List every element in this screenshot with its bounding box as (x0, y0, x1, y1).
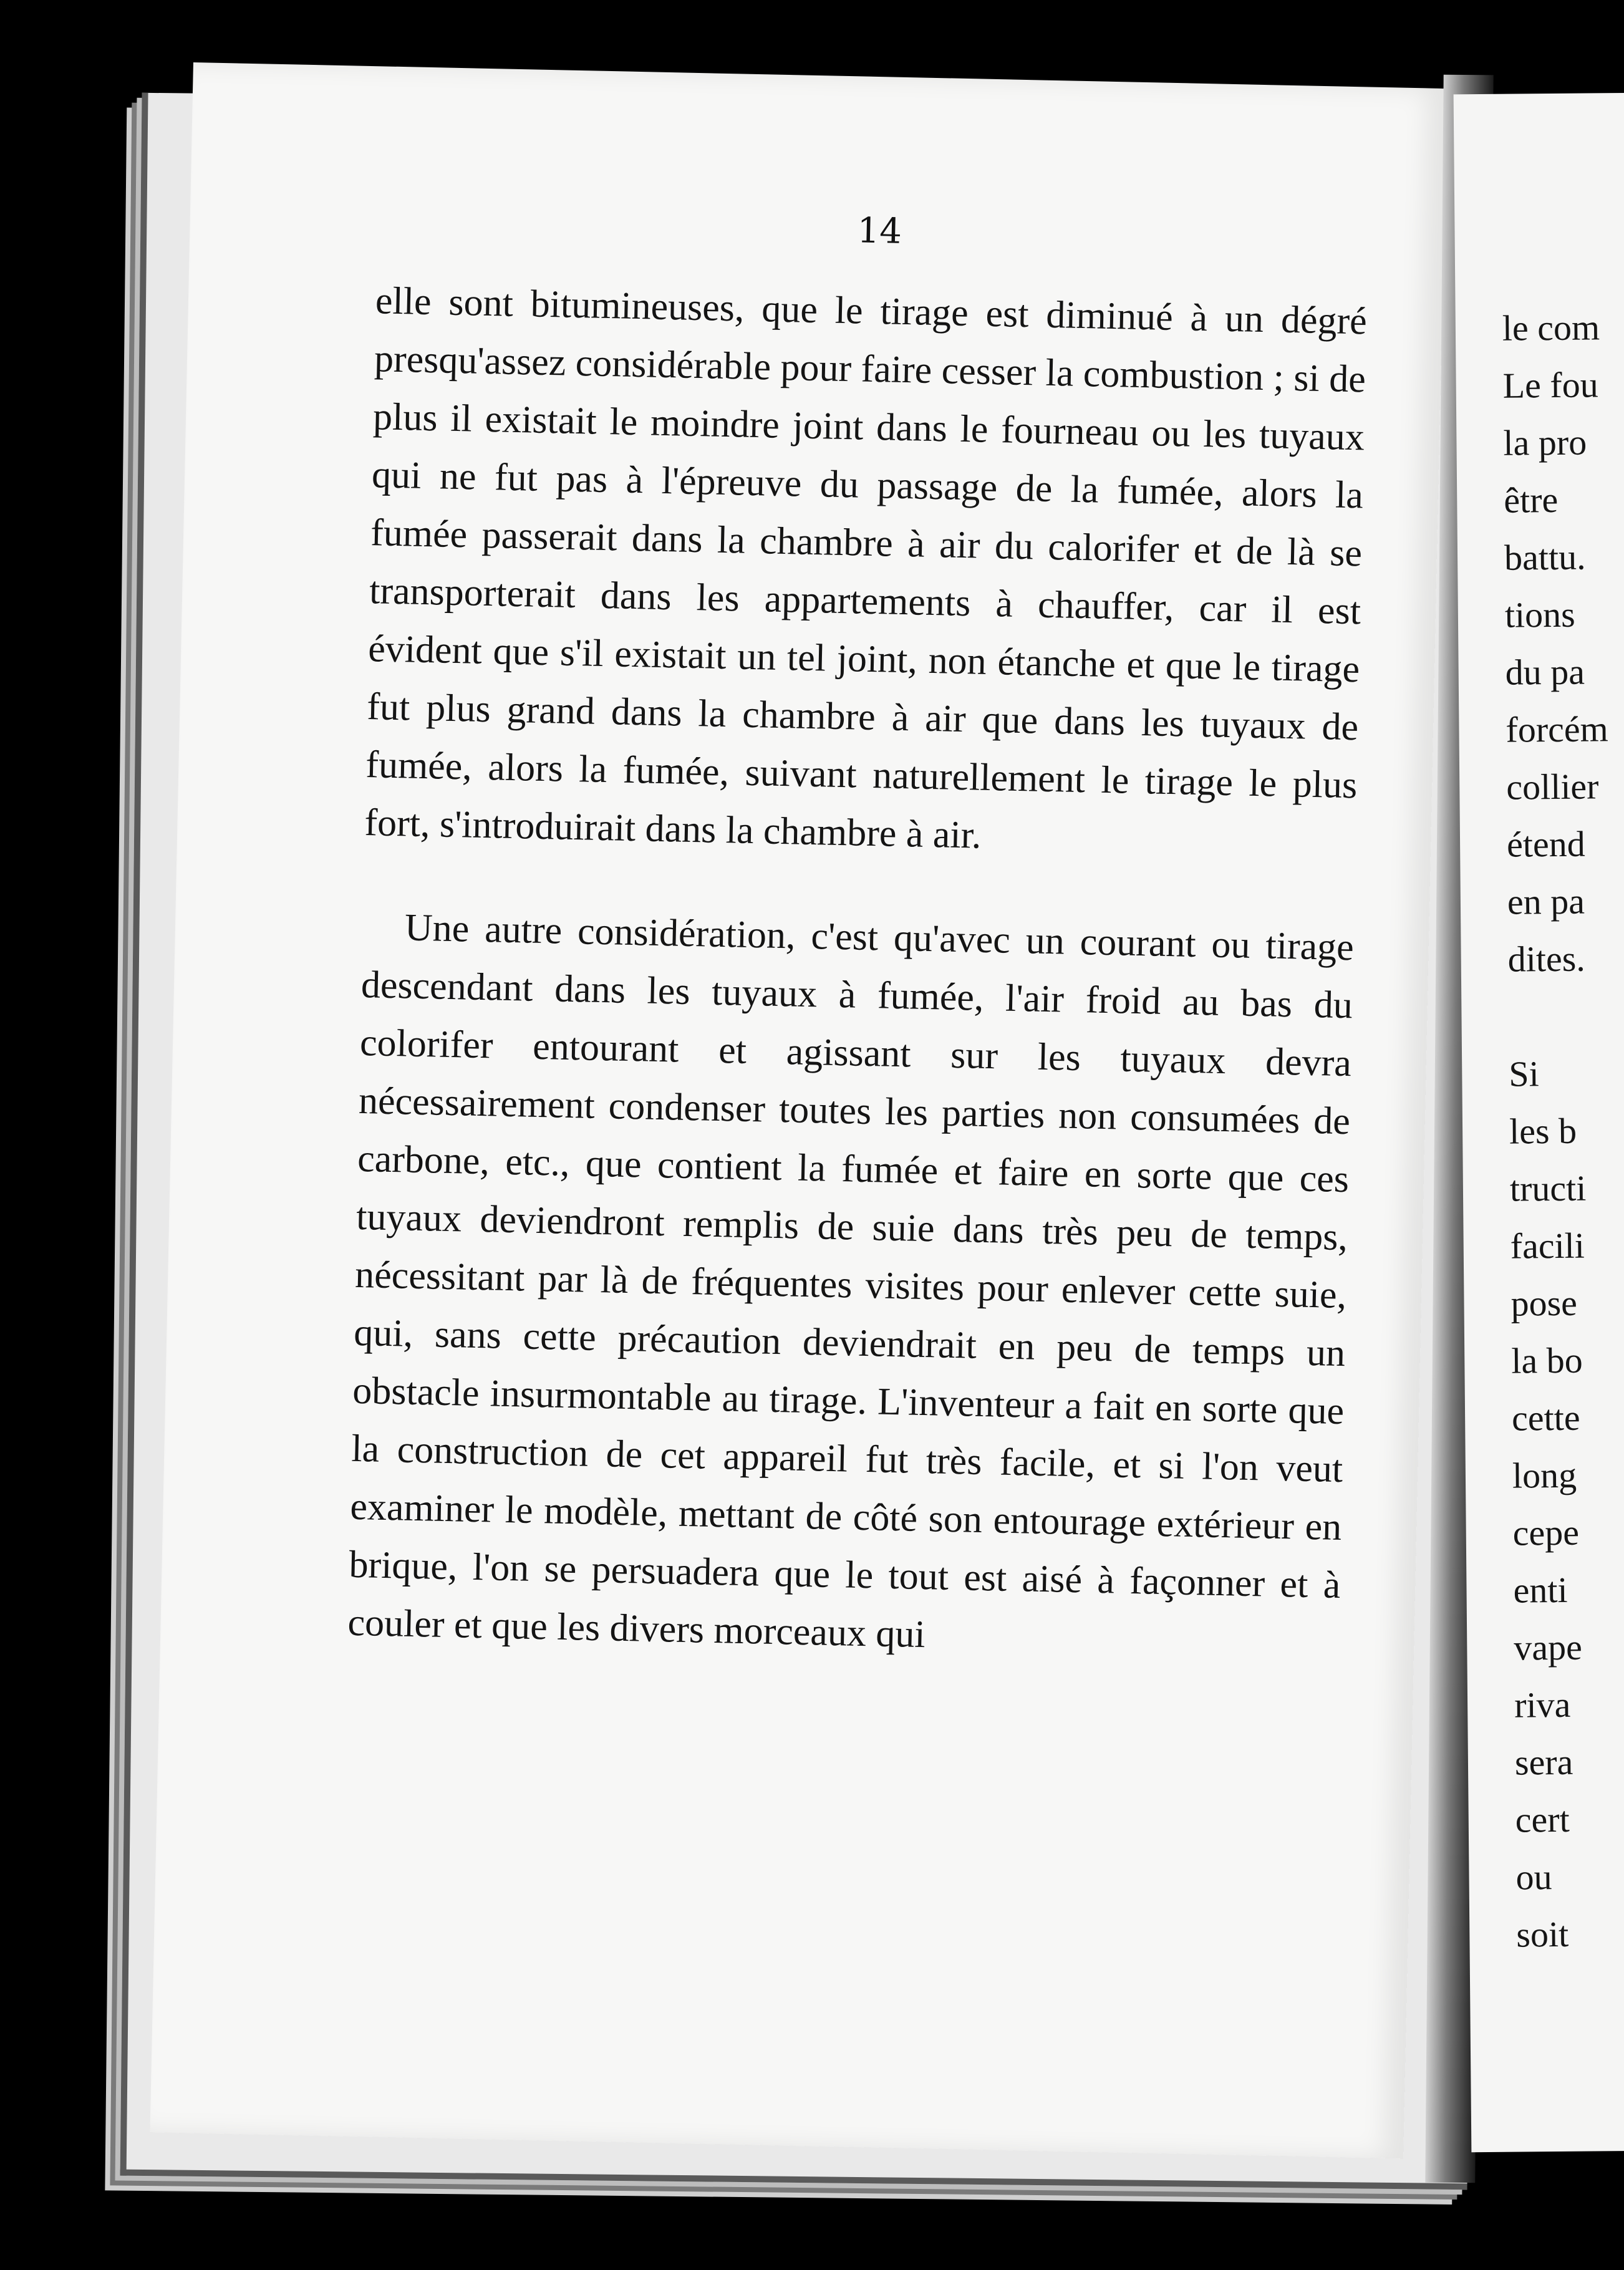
text-line: Si (1509, 1053, 1539, 1094)
text-line: le com (1502, 307, 1600, 349)
text-line: cette (1511, 1397, 1580, 1439)
text-line: enti (1513, 1569, 1568, 1611)
text-block (347, 272, 1368, 1673)
text-line: vape (1514, 1626, 1583, 1668)
text-line: Le fou (1502, 364, 1598, 406)
text-line: étend (1506, 823, 1585, 865)
text-line: cepe (1512, 1512, 1580, 1553)
page-number: 14 (856, 210, 902, 252)
text-line: collier (1506, 766, 1599, 808)
text-line: cert (1515, 1799, 1570, 1840)
text-line: la bo (1511, 1340, 1583, 1381)
text-line: dites. (1507, 938, 1586, 980)
text-line: long (1512, 1454, 1577, 1496)
left-page (150, 62, 1446, 2158)
text-line: pose (1510, 1282, 1578, 1324)
text-line: facili (1510, 1225, 1585, 1267)
paragraph-gap (1508, 986, 1624, 1045)
text-line: tructi (1509, 1167, 1587, 1209)
right-page-text (1502, 297, 1624, 1963)
text-line: la pro (1503, 422, 1587, 463)
paragraph: elle sont bitumineuses, que le tirage est diminué à un dégré presqu'assez considérable pour faire cesser la combustion ; si de plus il existait le moindre joint dans le fourneau ou les tuyaux qui ne fut pas à l'épreuve du passage de la fumée, alors la fumée passerait dans la chambre à air du calorifer et de là se transporterait dans les appartements à chauffer, car il est évident que s'il existait un tel joint, non étanche et que le tirage fut plus grand dans la chambre à air que dans les tuyaux de fumée, alors la fumée, suivant naturellement le tirage le plus fort, s'introduirait dans la chambre à air. (364, 279, 1368, 857)
text-line: être (1504, 479, 1559, 521)
text-line: riva (1514, 1684, 1571, 1726)
text-line: sera (1514, 1741, 1573, 1783)
text-line: tions (1504, 594, 1575, 635)
text-line: battu. (1504, 536, 1586, 578)
right-page (1454, 93, 1624, 2152)
text-line: en pa (1507, 881, 1585, 922)
text-line: ou (1515, 1857, 1552, 1898)
text-line: forcém (1506, 708, 1609, 750)
paragraph: Une autre considération, c'est qu'avec un courant ou tirage descendant dans les tuyaux à fumée, l'air froid au bas du colorifer entourant et agissant sur les tuyaux devra nécessairement condenser toutes les parties non consumées de carbone, etc., que contient la fumée et faire en sorte que ces tuyaux deviendront remplis de suie dans très peu de temps, nécessitant par là de fréquentes visites pour enlever cette suie, qui, sans cette précaution deviendrait en peu de temps un obstacle insurmontable au tirage. L'inventeur a fait en sorte que la construction de cet appareil fut très facile, et si l'on veut examiner le modèle, mettant de côté son entourage extérieur en brique, l'on se persuadera que le tout est aisé à façonner et à couler et que les divers morceaux qui (347, 906, 1355, 1656)
text-line: du pa (1505, 651, 1585, 693)
text-line: les b (1509, 1110, 1577, 1152)
text-line: soit (1516, 1913, 1569, 1955)
